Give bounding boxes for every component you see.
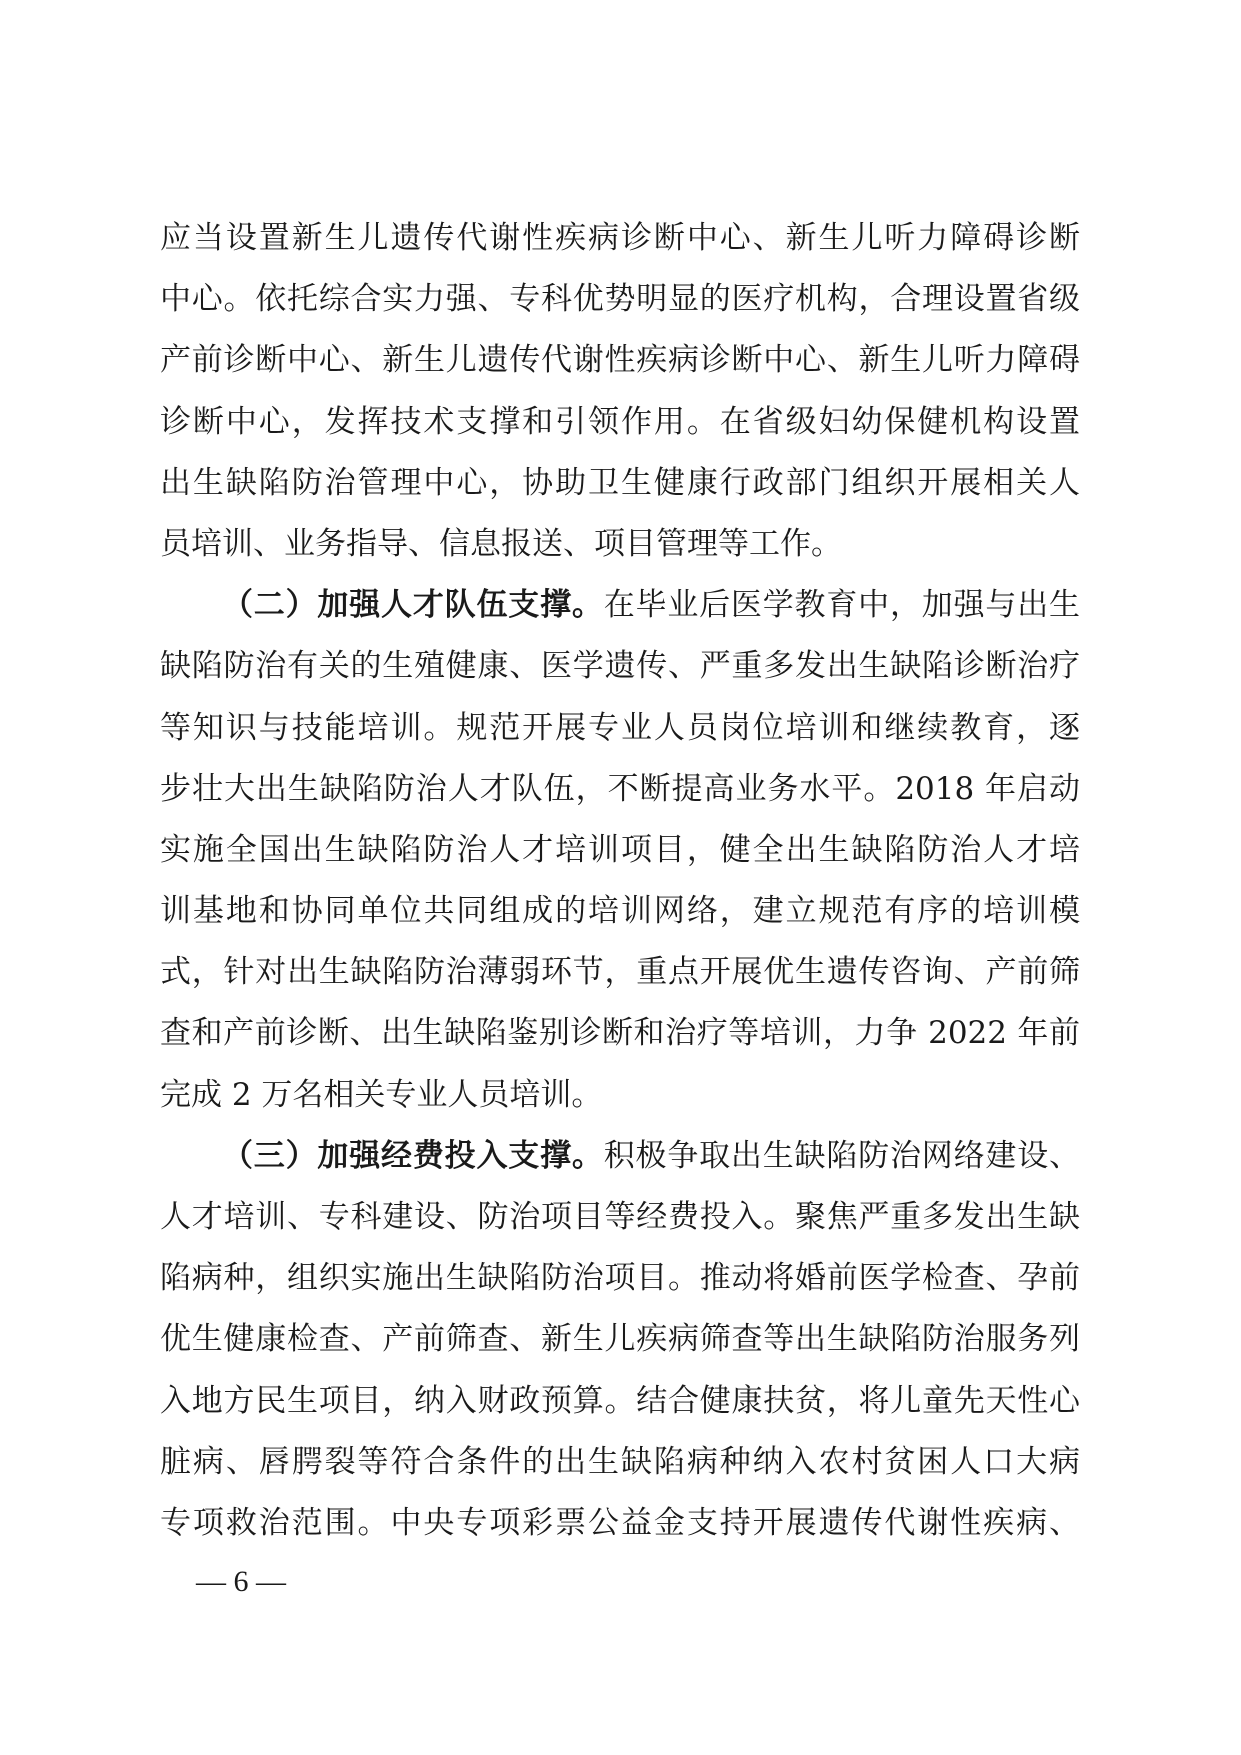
text-line: 实施全国出生缺陷防治人才培训项目，健全出生缺陷防治人才培	[160, 831, 1080, 868]
text-line: 查和产前诊断、出生缺陷鉴别诊断和治疗等培训，力争 2022 年前	[160, 1015, 1080, 1052]
text-line: 出生缺陷防治管理中心，协助卫生健康行政部门组织开展相关人	[160, 464, 1080, 501]
text-line: 员培训、业务指导、信息报送、项目管理等工作。	[160, 525, 842, 562]
text-line: 人才培训、专科建设、防治项目等经费投入。聚焦严重多发出生缺	[160, 1199, 1080, 1235]
text-line: 缺陷防治有关的生殖健康、医学遗传、严重多发出生缺陷诊断治疗	[160, 648, 1080, 685]
text-line: 产前诊断中心、新生儿遗传代谢性疾病诊断中心、新生儿听力障碍	[160, 342, 1080, 379]
text-line: 步壮大出生缺陷防治人才队伍，不断提高业务水平。2018 年启动	[160, 770, 1080, 807]
body-text	[160, 208, 1080, 1554]
text-run: 在毕业后医学教育中，加强与出生	[603, 587, 1080, 624]
page-number: — 6 —	[196, 1565, 286, 1598]
text-line: 完成 2 万名相关专业人员培训。	[160, 1076, 603, 1113]
text-line: 诊断中心，发挥技术支撑和引领作用。在省级妇幼保健机构设置	[160, 403, 1080, 440]
paragraph-first-line	[160, 575, 1080, 636]
text-line: 应当设置新生儿遗传代谢性疾病诊断中心、新生儿听力障碍诊断	[160, 220, 1080, 256]
text-line: 专项救治范围。中央专项彩票公益金支持开展遗传代谢性疾病、	[160, 1504, 1080, 1541]
text-line: 式，针对出生缺陷防治薄弱环节，重点开展优生遗传咨询、产前筛	[160, 954, 1080, 991]
text-line: 优生健康检查、产前筛查、新生儿疾病筛查等出生缺陷防治服务列	[160, 1321, 1080, 1358]
text-line: 中心。依托综合实力强、专科优势明显的医疗机构，合理设置省级	[160, 281, 1080, 318]
text-line: 入地方民生项目，纳入财政预算。结合健康扶贫，将儿童先天性心	[160, 1382, 1080, 1419]
text-line: 训基地和协同单位共同组成的培训网络，建立规范有序的培训模	[160, 893, 1080, 930]
paragraph-first-line	[160, 1126, 1080, 1187]
text-line: 等知识与技能培训。规范开展专业人员岗位培训和继续教育，逐	[160, 709, 1080, 746]
section-heading: （三）加强经费投入支撑。	[222, 1137, 604, 1174]
text-line: 脏病、唇腭裂等符合条件的出生缺陷病种纳入农村贫困人口大病	[160, 1443, 1080, 1480]
text-line: 陷病种，组织实施出生缺陷防治项目。推动将婚前医学检查、孕前	[160, 1260, 1080, 1297]
section-heading: （二）加强人才队伍支撑。	[222, 587, 604, 624]
text-run: 积极争取出生缺陷防治网络建设、	[603, 1137, 1080, 1174]
